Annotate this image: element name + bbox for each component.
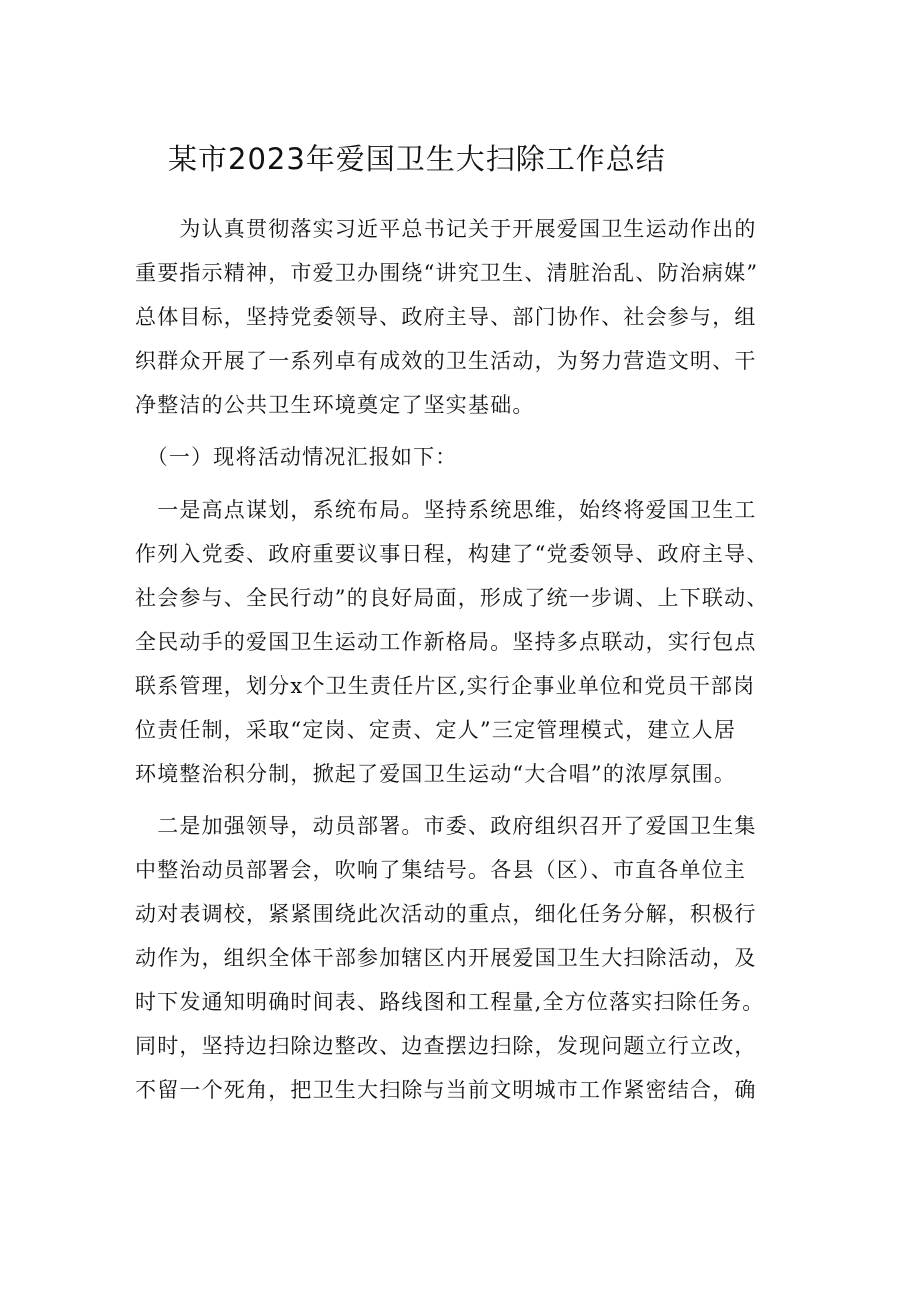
paragraph-line: 位责任制，采取“定岗、定责、定人”三定管理模式，建立人居 bbox=[135, 718, 737, 742]
paragraph-line: 净整洁的公共卫生环境奠定了坚实基础。 bbox=[135, 393, 535, 417]
paragraph-line: 不留一个死角，把卫生大扫除与当前文明城市工作紧密结合，确 bbox=[135, 1078, 757, 1102]
paragraph-line: 一是高点谋划，系统布局。坚持系统思维，始终将爱国卫生工 bbox=[135, 498, 757, 522]
paragraph-line: 总体目标，坚持党委领导、政府主导、部门协作、社会参与，组 bbox=[135, 305, 757, 329]
paragraph-line: 为认真贯彻落实习近平总书记关于开展爱国卫生运动作出的 bbox=[135, 217, 757, 241]
paragraph-line: 全民动手的爱国卫生运动工作新格局。坚持多点联动，实行包点 bbox=[135, 630, 757, 654]
section-heading: （一）现将活动情况汇报如下： bbox=[135, 445, 458, 469]
paragraph-line: 重要指示精神，市爱卫办围绕“讲究卫生、清脏治乱、防治病媒” bbox=[135, 261, 759, 285]
paragraph-line: 动作为，组织全体干部参加辖区内开展爱国卫生大扫除活动，及 bbox=[135, 946, 757, 970]
paragraph-line: 时下发通知明确时间表、路线图和工程量,全方位落实扫除任务。 bbox=[135, 990, 765, 1014]
document-title: 某市2023年爱国卫生大扫除工作总结 bbox=[168, 142, 666, 176]
paragraph-line: 社会参与、全民行动”的良好局面，形成了统一步调、上下联动、 bbox=[135, 586, 769, 610]
paragraph-line: 二是加强领导，动员部署。市委、政府组织召开了爱国卫生集 bbox=[135, 814, 757, 838]
paragraph-line: 中整治动员部署会，吹响了集结号。各县（区）、市直各单位主 bbox=[135, 858, 747, 882]
paragraph-line: 织群众开展了一系列卓有成效的卫生活动，为努力营造文明、干 bbox=[135, 349, 757, 373]
paragraph-line: 联系管理，划分x个卫生责任片区,实行企事业单位和党员干部岗 bbox=[135, 674, 756, 698]
paragraph-line: 动对表调校，紧紧围绕此次活动的重点，细化任务分解，积极行 bbox=[135, 902, 757, 926]
paragraph-line: 同时，坚持边扫除边整改、边查摆边扫除，发现问题立行立改， bbox=[135, 1034, 757, 1058]
paragraph-line: 环境整治积分制，掀起了爱国卫生运动“大合唱”的浓厚氛围。 bbox=[135, 762, 737, 786]
paragraph-line: 作列入党委、政府重要议事日程，构建了“党委领导、政府主导、 bbox=[135, 542, 769, 566]
